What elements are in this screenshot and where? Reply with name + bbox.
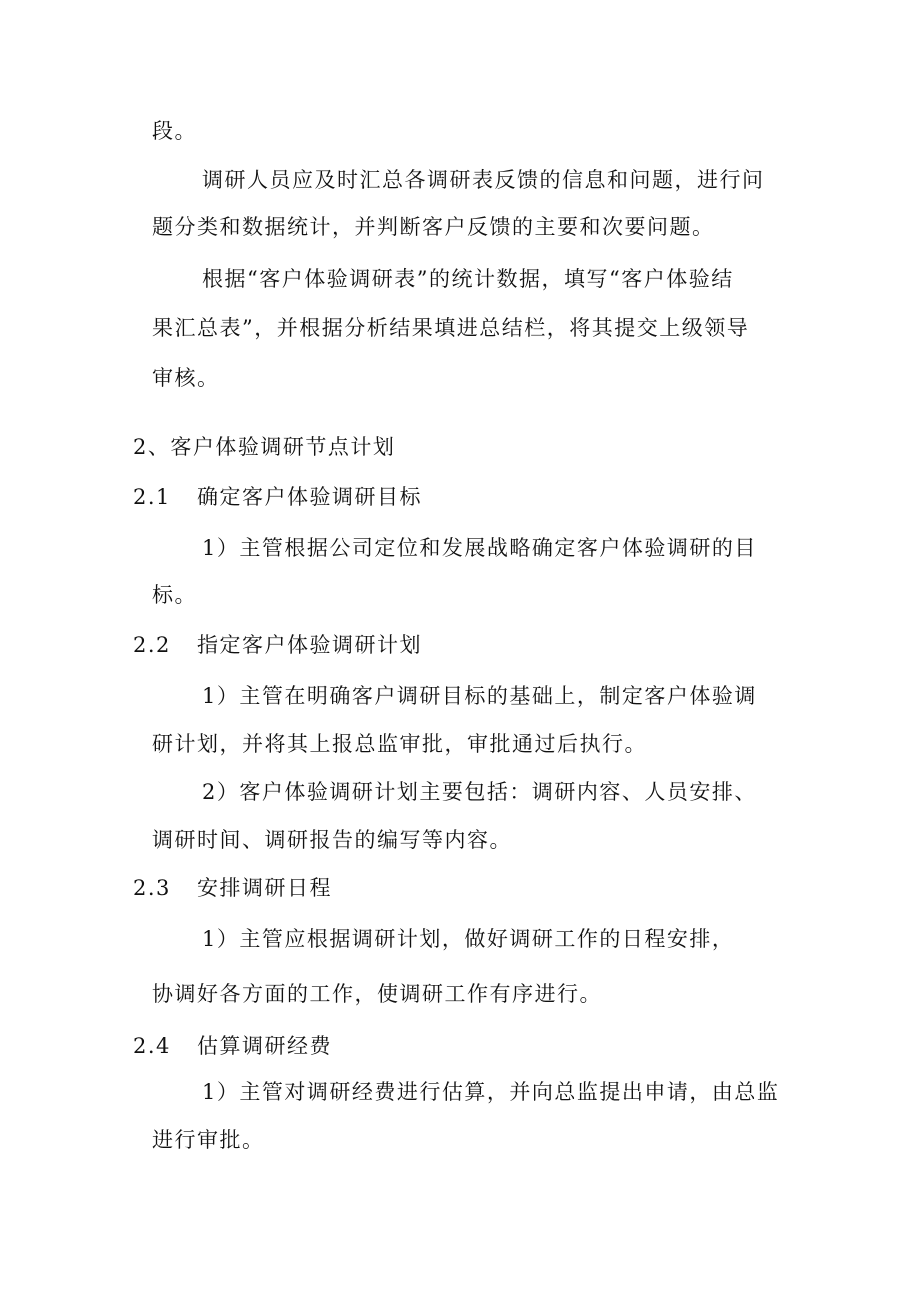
list-item-line-1: 1）主管在明确客户调研目标的基础上，制定客户体验调 [202,684,757,708]
paragraph-report-line-3: 审核。 [152,366,220,390]
subsection-number: 2.4 [133,1034,171,1058]
list-item-line-2: 协调好各方面的工作，使调研工作有序进行。 [152,982,602,1006]
list-item-line-2: 标。 [152,583,197,607]
subsection-number: 2.1 [133,485,171,509]
list-item-line-1: 2）客户体验调研计划主要包括：调研内容、人员安排、 [202,780,757,804]
list-item-line-1: 1）主管对调研经费进行估算，并向总监提出申请，由总监 [202,1080,780,1104]
subsection-title: 安排调研日程 [197,876,332,900]
list-item-line-1: 1）主管应根据调研计划，做好调研工作的日程安排， [202,927,735,951]
subsection-number: 2.3 [133,876,171,900]
subsection-title: 指定客户体验调研计划 [197,633,422,657]
paragraph-report-line-1: 根据“客户体验调研表”的统计数据，填写“客户体验结 [202,267,734,291]
subsection-heading-2-2 [133,631,422,659]
list-item-line-1: 1）主管根据公司定位和发展战略确定客户体验调研的目 [202,536,757,560]
subsection-number: 2.2 [133,633,171,657]
subsection-heading-2-3 [133,874,332,902]
list-item-line-2: 调研时间、调研报告的编写等内容。 [152,828,512,852]
subsection-heading-2-1 [133,483,422,511]
subsection-title: 估算调研经费 [197,1034,332,1058]
list-item-line-2: 研计划，并将其上报总监审批，审批通过后执行。 [152,732,647,756]
paragraph-report-line-2: 果汇总表”，并根据分析结果填进总结栏，将其提交上级领导 [152,316,750,340]
subsection-heading-2-4 [133,1032,332,1060]
paragraph-summary-line-1: 调研人员应及时汇总各调研表反馈的信息和问题，进行问 [202,168,765,192]
list-item-line-2: 进行审批。 [152,1128,265,1152]
section-heading: 2、客户体验调研节点计划 [133,435,396,459]
paragraph-summary-line-2: 题分类和数据统计，并判断客户反馈的主要和次要问题。 [152,215,715,239]
paragraph-tail: 段。 [152,119,197,143]
subsection-title: 确定客户体验调研目标 [197,485,422,509]
